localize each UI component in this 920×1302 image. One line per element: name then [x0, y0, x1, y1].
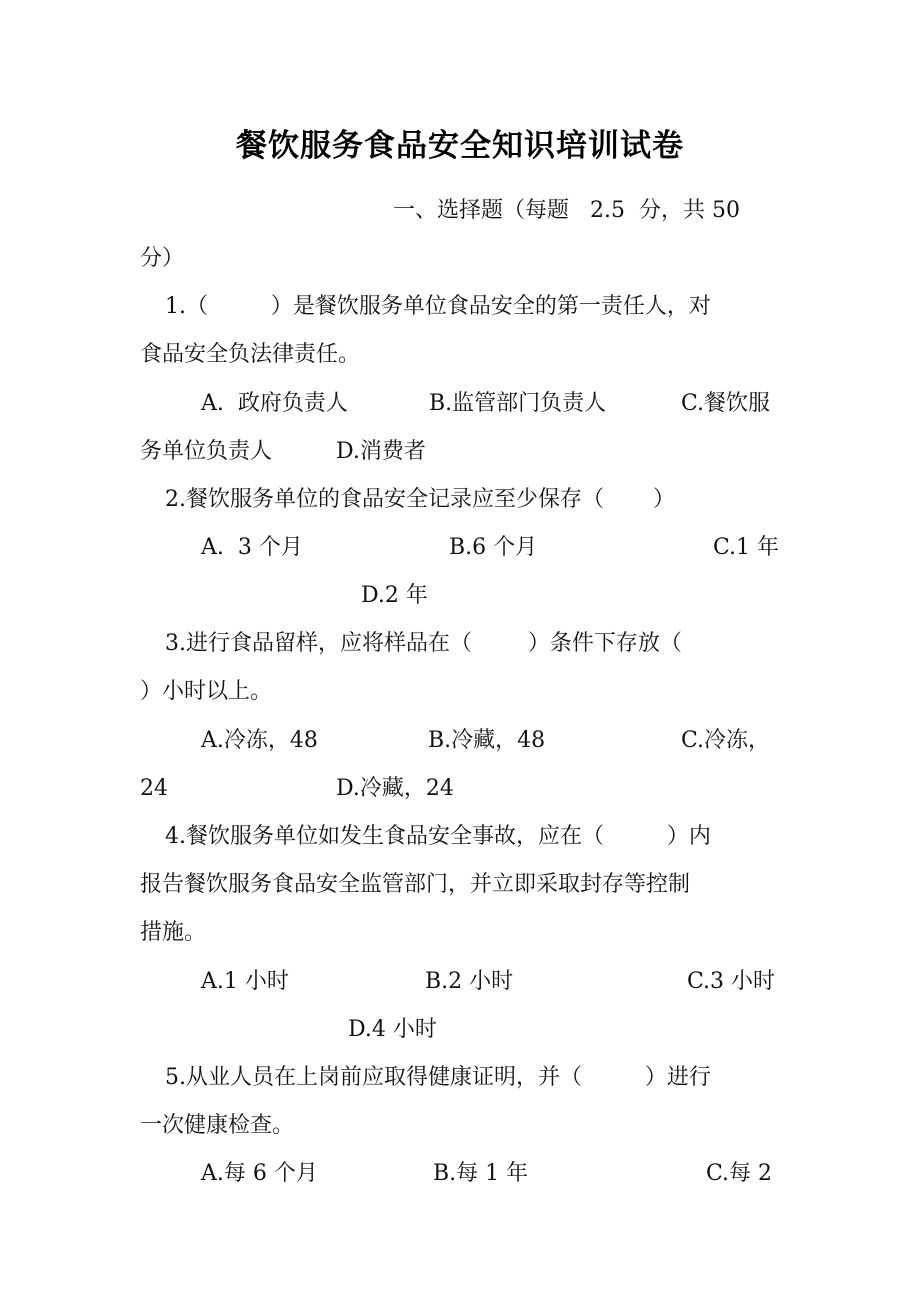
question-4-stem: 4.餐饮服务单位如发生食品安全事故，应在（ ）内 [165, 824, 711, 849]
question-1-option-c-cont: 务单位负责人 [140, 439, 273, 464]
question-4-option-b: B.2 小时 [425, 969, 514, 994]
question-3-option-b: B.冷藏，48 [428, 728, 546, 753]
question-5-option-a: A.每 6 个月 [201, 1161, 318, 1186]
question-5-stem-cont: 一次健康检查。 [140, 1113, 295, 1138]
question-3-option-d: D.冷藏，24 [336, 776, 454, 801]
question-4-option-a: A.1 小时 [201, 969, 289, 994]
question-2-option-b: B.6 个月 [449, 535, 538, 560]
question-5-option-b: B.每 1 年 [433, 1161, 529, 1186]
question-4-option-d: D.4 小时 [348, 1017, 437, 1042]
question-1-stem: 1.（ ）是餐饮服务单位食品安全的第一责任人，对 [165, 294, 711, 319]
question-4-stem-cont2: 措施。 [140, 920, 207, 945]
question-5-option-c: C.每 2 [706, 1161, 773, 1186]
section-heading: 一、选择题（每题 2.5 分，共 50 [393, 198, 740, 223]
question-2-option-d: D.2 年 [361, 583, 428, 608]
question-1-option-a: A. 政府负责人 [201, 391, 348, 416]
question-3-stem-cont: ）小时以上。 [140, 679, 273, 704]
question-3-option-a: A.冷冻，48 [201, 728, 318, 753]
question-5-stem: 5.从业人员在上岗前应取得健康证明，并（ ）进行 [165, 1065, 711, 1090]
question-3-stem: 3.进行食品留样，应将样品在（ ）条件下存放（ [165, 631, 682, 656]
question-4-option-c: C.3 小时 [687, 969, 776, 994]
question-1-stem-cont: 食品安全负法律责任。 [140, 342, 361, 367]
section-heading-cont: 分） [140, 246, 185, 271]
question-3-option-c-cont: 24 [140, 776, 168, 801]
question-1-option-c: C.餐饮服 [681, 391, 771, 416]
question-3-option-c: C.冷冻， [681, 728, 771, 753]
question-1-option-d: D.消费者 [336, 439, 426, 464]
question-2-option-a: A. 3 个月 [201, 535, 303, 560]
exam-title: 餐饮服务食品安全知识培训试卷 [236, 128, 684, 164]
question-4-stem-cont: 报告餐饮服务食品安全监管部门，并立即采取封存等控制 [140, 872, 691, 897]
question-1-option-b: B.监管部门负责人 [429, 391, 607, 416]
question-2-stem: 2.餐饮服务单位的食品安全记录应至少保存（ ） [165, 487, 675, 512]
question-2-option-c: C.1 年 [713, 535, 780, 560]
